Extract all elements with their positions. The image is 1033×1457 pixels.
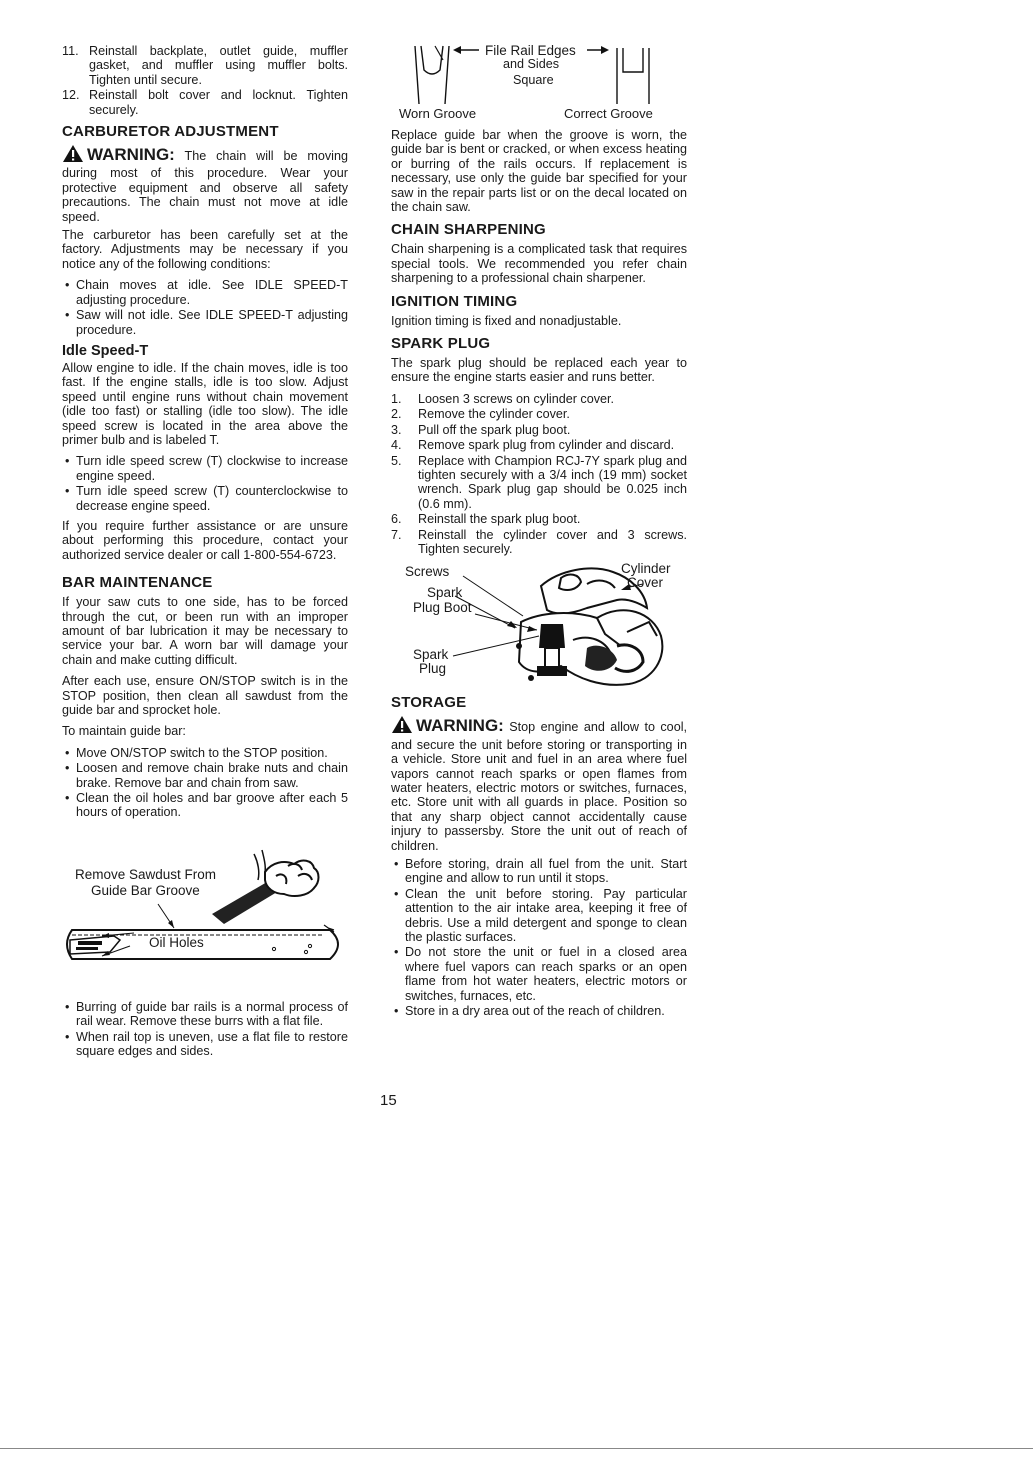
list-item [62,1000,348,1029]
list-item [391,887,687,945]
bullet: • [65,484,70,499]
spark-plug-heading: SPARK PLUG [391,335,491,353]
bullet-text: When rail top is uneven, use a flat file to restore square edges and sides. [76,1029,348,1059]
step-number: 12. [62,88,80,103]
bullet-text: Clean the unit before storing. Pay particular attention to the air intake area, keeping it free of debris. Use a mild detergent and sponge to clean the plastic surfaces. [405,886,687,945]
spark-plug-figure [391,562,687,690]
bar-maintenance-heading: BAR MAINTENANCE [62,574,213,592]
idle-speed-steps [62,454,348,513]
label-spark-boot-2: Plug Boot [413,600,472,616]
list-item [62,761,348,790]
carburetor-heading: CARBURETOR ADJUSTMENT [62,123,279,141]
guide-bar-figure [62,832,348,982]
bottom-divider [0,1448,1033,1449]
label-file-rail-edges: File Rail Edges [485,43,576,58]
label-worn-groove: Worn Groove [399,106,477,121]
list-item [62,88,348,117]
bullet: • [65,1029,70,1044]
idle-speed-paragraph: Allow engine to idle. If the chain moves, idle is too fast. If the engine stalls, idle is too slow. Adjust speed until engine runs without chain movement (idle too fast) or stalling (idle too slow). The idle speed screw is located in the area above the primer bulb and is labeled T. [62,360,348,447]
bullet: • [394,1004,399,1019]
list-item [391,454,687,512]
step-number: 2. [391,407,402,422]
bullet-text: Do not store the unit or fuel in a closed area where fuel vapors can reach sparks or an open flame from hot water heaters, electric motors or switches, furnaces, etc. [405,945,687,1003]
list-item [62,791,348,820]
carburetor-intro: The carburetor has been carefully set at the factory. Adjustments may be necessary if you notice any of the following conditions: [62,228,348,271]
storage-steps [391,857,687,1018]
storage-warning [391,715,687,853]
label-screws: Screws [405,564,450,580]
warning-text: Stop engine and allow to cool, and secure the unit before storing or transporting in a vehicle. Store unit and fuel in an area where fuel vapors cannot reach sparks or open flames from water heaters, electric motors or switches, furnaces, etc. Store unit with all guards in place. Position so that any sharp object cannot accidentally cause injury to passersby. Store the unit out of reach of children. [391,720,687,853]
step-number: 7. [391,527,402,542]
storage-heading: STORAGE [391,694,467,712]
groove-captions [391,106,687,124]
step-text: Remove spark plug from cylinder and discard. [418,438,675,453]
label-guide-bar-groove: Guide Bar Groove [91,882,200,898]
step-number: 5. [391,453,402,468]
label-square: Square [513,73,554,87]
list-item [391,945,687,1003]
carburetor-warning [62,144,348,224]
bullet-text: Burring of guide bar rails is a normal process of rail wear. Remove these burrs with a flat file. [76,999,348,1029]
ignition-timing-heading: IGNITION TIMING [391,292,518,310]
step-text: Reinstall bolt cover and locknut. Tighten securely. [89,88,348,117]
list-item [62,1030,348,1059]
step-text: Replace with Champion RCJ-7Y spark plug and tighten securely with a 3/4 inch (19 mm) socket wrench. Spark plug gap should be 0.025 inch (0.6 mm). [418,453,687,511]
list-item [62,278,348,307]
bullet-text: Store in a dry area out of the reach of children. [405,1004,665,1019]
left-column [62,44,348,1065]
bar-burr-notes [62,1000,348,1059]
page-number: 15 [380,1092,397,1109]
replace-bar-paragraph: Replace guide bar when the groove is worn, the guide bar is bent or cracked, or when excess heating or burring of the rails occurs. If replacement is necessary, use only the guide bar specified for your saw in the repair parts list or on the decal located on the chain saw. [391,128,687,215]
spark-plug-steps [391,392,687,556]
bullet: • [65,999,70,1014]
label-and-sides: and Sides [503,57,560,71]
warning-title: WARNING: [87,145,175,165]
label-remove-sawdust: Remove Sawdust From [75,866,217,882]
bullet: • [65,278,70,293]
step-text: Pull off the spark plug boot. [418,422,571,437]
bullet: • [65,745,70,760]
bar-maintenance-steps [62,746,348,820]
bullet: • [394,886,399,901]
idle-speed-assist: If you require further assistance or are unsure about performing this procedure, contact your authorized service dealer or call 1-800-554-6723. [62,518,348,562]
carburetor-conditions [62,278,348,337]
label-spark-plug-1: Spark [413,647,449,663]
step-text: Reinstall the spark plug boot. [418,512,581,527]
list-item [62,746,348,760]
list-item [391,1004,687,1018]
bullet: • [65,454,70,469]
bullet-text: Loosen and remove chain brake nuts and chain brake. Remove bar and chain from saw. [76,761,348,790]
step-number: 6. [391,512,402,527]
label-spark-boot-1: Spark [427,585,463,601]
list-item [391,857,687,886]
spark-plug-paragraph: The spark plug should be replaced each year to ensure the engine starts easier and runs better. [391,356,687,385]
bullet: • [65,791,70,806]
bullet: • [65,308,70,323]
bullet: • [394,857,399,871]
step-number: 3. [391,422,402,437]
warning-text: The chain will be moving during most of this procedure. Wear your protective equipment and observe all safety precautions. The chain must not move at idle speed. [62,149,348,224]
step-text: Loosen 3 screws on cylinder cover. [418,391,615,406]
bar-maintenance-p1: If your saw cuts to one side, has to be forced through the cut, or been run with an improper amount of bar lubrication it may be necessary to service your bar. A worn bar will damage your chain and make cutting difficult. [62,595,348,667]
label-cover: Cover [627,575,664,591]
bullet-text: Chain moves at idle. See IDLE SPEED-T adjusting procedure. [76,278,348,307]
warning-title: WARNING: [416,716,504,736]
list-item [62,454,348,483]
warning-triangle-icon [391,715,413,737]
step-text: Remove the cylinder cover. [418,407,570,422]
bullet-text: Turn idle speed screw (T) counterclockwise to decrease engine speed. [76,484,348,513]
warning-triangle-icon [62,144,84,166]
step-number: 1. [391,391,402,406]
chain-sharpening-heading: CHAIN SHARPENING [391,221,546,239]
guide-bar-illustration [62,832,348,982]
bar-maintenance-p2: After each use, ensure ON/STOP switch is in the STOP position, then clean all sawdust from the guide bar and sprocket hole. [62,674,348,718]
step-text: Reinstall backplate, outlet guide, muffler gasket, and muffler using muffler bolts. Tighten until secure. [89,44,348,87]
chain-sharpening-paragraph: Chain sharpening is a complicated task that requires special tools. We recommended you refer chain sharpening to a professional chain sharpener. [391,242,687,286]
list-item [62,484,348,513]
label-cylinder: Cylinder [621,561,671,577]
bullet: • [65,761,70,776]
list-item [391,392,687,406]
step-number: 11. [62,44,79,58]
bullet-text: Move ON/STOP switch to the STOP position. [76,745,328,760]
bullet-text: Turn idle speed screw (T) clockwise to increase engine speed. [76,454,348,483]
list-item [391,423,687,437]
reinstall-steps [62,44,348,117]
list-item [391,528,687,557]
label-spark-plug-2: Plug [419,661,447,677]
step-text: Reinstall the cylinder cover and 3 screws. Tighten securely. [418,527,687,556]
label-correct-groove: Correct Groove [564,106,653,121]
bullet-text: Saw will not idle. See IDLE SPEED-T adjusting procedure. [76,308,348,337]
list-item [391,438,687,452]
idle-speed-heading: Idle Speed-T [62,342,149,359]
ignition-timing-paragraph: Ignition timing is fixed and nonadjustable. [391,313,622,328]
step-number: 4. [391,438,402,453]
list-item [62,308,348,337]
bullet: • [394,945,399,960]
groove-figure [391,44,687,106]
list-item [391,512,687,526]
label-oil-holes: Oil Holes [149,934,204,950]
list-item [391,407,687,421]
right-column [391,44,687,1024]
bar-maintenance-p3: To maintain guide bar: [62,724,186,739]
bullet-text: Clean the oil holes and bar groove after each 5 hours of operation. [76,791,348,820]
bullet-text: Before storing, drain all fuel from the unit. Start engine and allow to run until it stops. [405,857,687,886]
list-item [62,44,348,87]
